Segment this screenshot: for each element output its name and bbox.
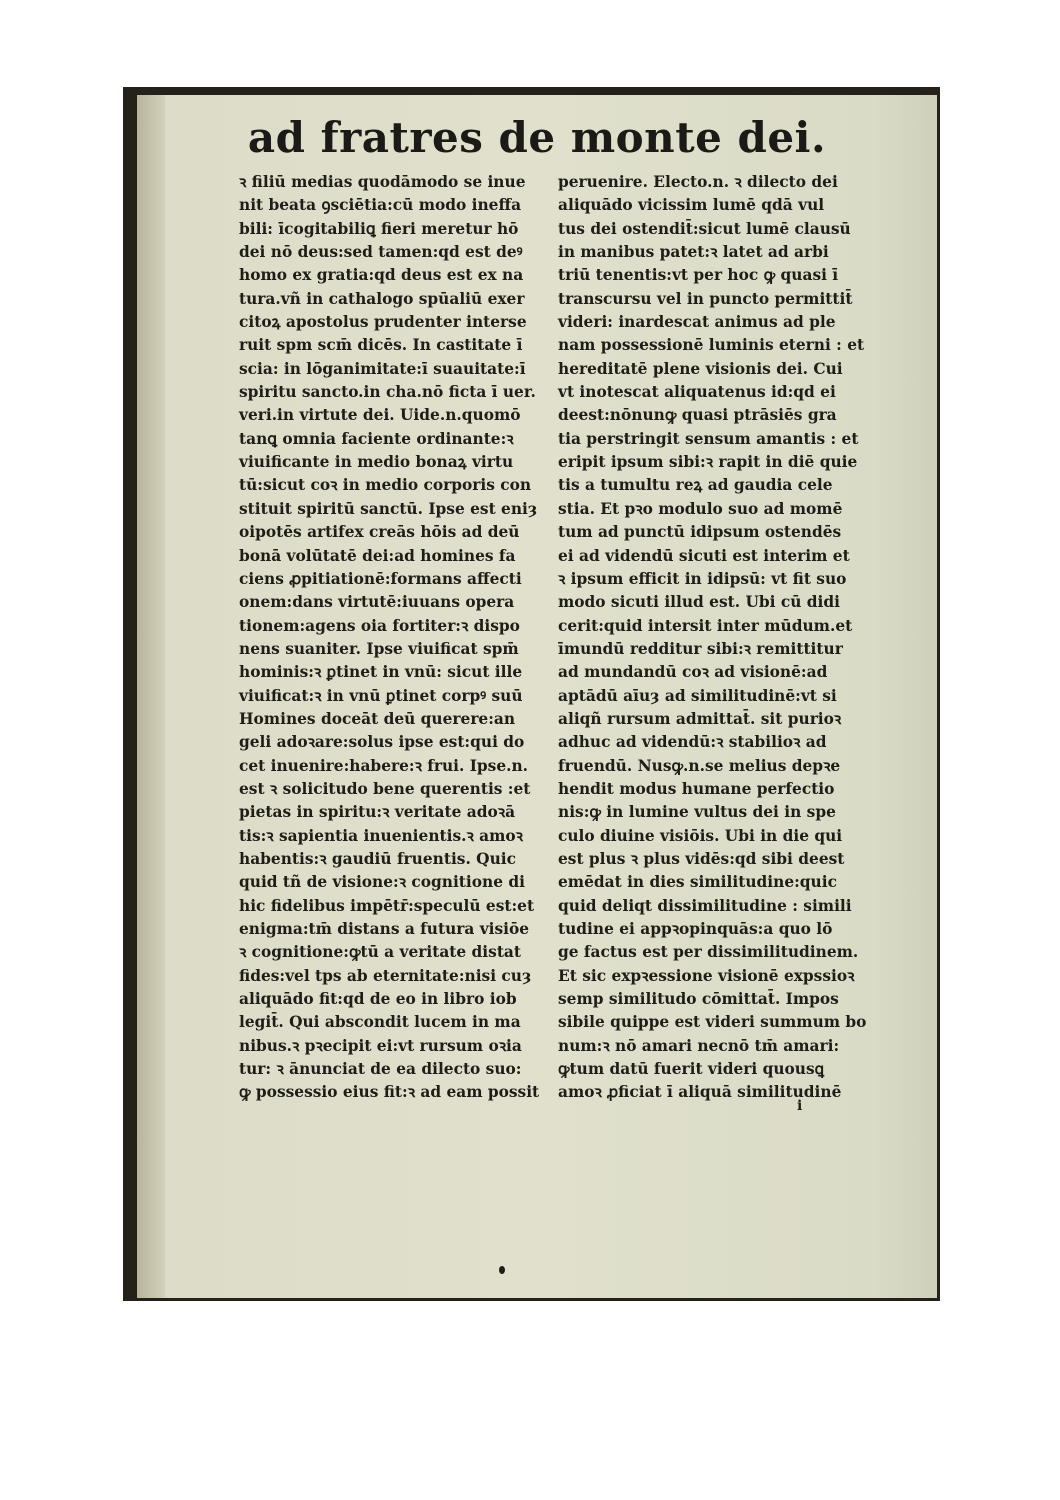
right-column-line: est plus ꝛ plus vidēs:qd sibi deest <box>558 849 845 868</box>
right-column-line: deest:nōnunꝙ quasi ptrāsiēs gra <box>558 406 837 425</box>
ink-dot <box>499 1266 505 1274</box>
left-column-line: tis:ꝛ sapientia inuenientis.ꝛ amoꝛ <box>239 826 523 845</box>
right-column-line: modo sicuti illud est. Ubi cū didi <box>558 593 840 612</box>
right-column-line: quid deliqt dissimilitudine : simili <box>558 896 852 915</box>
left-column-line: quid tñ de visione:ꝛ cognitione di <box>239 873 525 892</box>
right-column-line: hendit modus humane perfectio <box>558 779 835 798</box>
right-column-line: vt inotescat aliquatenus id:qd ei <box>558 383 836 402</box>
left-column-line: hic fidelibus impētr̄:speculū est:et <box>239 896 535 915</box>
right-column-line: hereditatē plene visionis dei. Cui <box>558 359 843 378</box>
left-column-line: fides:vel tps ab eternitate:nisi cuȝ <box>239 966 532 985</box>
right-column-line: in manibus patet:ꝛ latet ad arbi <box>558 243 829 262</box>
left-column-line: bili: īcogitabiliꝗ fieri meretur hō <box>239 219 519 238</box>
left-column-line: homo ex gratia:qd deus est ex na <box>239 266 524 285</box>
left-column-line: est ꝛ solicitudo bene querentis :et <box>239 779 531 798</box>
left-column-line: ꝛ cognitione:ꝙtū a veritate distat <box>239 943 522 962</box>
right-column-line: nam possessionē luminis eterni : et <box>558 336 865 355</box>
left-column-line: cet inuenire:habere:ꝛ frui. Ipse.n. <box>239 756 529 775</box>
running-header: ad fratres de monte dei. <box>247 113 827 162</box>
right-column-line: sibile quippe est videri summum bo <box>558 1013 867 1032</box>
right-column-line: aliqñ rursum admittat̄. sit purioꝛ <box>558 709 842 728</box>
right-column-line: ei ad videndū sicuti est interim et <box>558 546 850 565</box>
left-column-line: ruit spm scm̄ dicēs. In castitate ī <box>239 336 523 355</box>
left-column-line: stituit spiritū sanctū. Ipse est eniȝ <box>239 499 538 518</box>
left-column-line: habentis:ꝛ gaudiū fruentis. Quic <box>239 849 516 868</box>
left-column-line: hominis:ꝛ ꝑtinet in vnū: sicut ille <box>239 663 523 682</box>
right-column-line: triū tenentis:vt per hoc ꝙ quasi ī <box>558 266 839 285</box>
binding-gutter <box>137 95 165 1298</box>
right-column-line: aliquādo vicissim lumē qdā vul <box>558 196 825 215</box>
left-column-line: tionem:agens oia fortiter:ꝛ dispo <box>239 616 520 635</box>
right-column-line: peruenire. Electo.n. ꝛ dilecto dei <box>558 173 838 191</box>
right-column-line: stia. Et pꝛo modulo suo ad momē <box>558 499 843 518</box>
left-column-line: enigma:tm̄ distans a futura visiōe <box>239 920 530 938</box>
left-column-line: aliquādo fit:qd de eo in libro iob <box>239 990 517 1009</box>
right-column-line: num:ꝛ nō amari necnō tm̄ amari: <box>558 1036 840 1055</box>
left-column-line: legit̄. Qui abscondit lucem in ma <box>239 1013 521 1032</box>
left-column-line: spiritu sancto.in cha.nō ficta ī uer. <box>239 383 536 402</box>
right-column-line: adhuc ad videndū:ꝛ stabilioꝛ ad <box>558 733 827 752</box>
left-column-line: tū:sicut coꝛ in medio corporis con <box>239 476 532 495</box>
left-column-line: viuificat:ꝛ in vnū ꝑtinet corpꝰ suū <box>239 686 523 705</box>
left-text-column <box>239 171 539 1105</box>
left-column-line: nens suaniter. Ipse viuificat spm̄ <box>239 639 519 658</box>
left-column-line: scia: in lōganimitate:ī suauitate:ī <box>239 359 526 378</box>
right-column-line: emēdat in dies similitudine:quic <box>558 873 837 892</box>
right-column-line: aptādū aīuȝ ad similitudinē:vt si <box>558 686 837 705</box>
left-column-line: nit beata ꝯsciētia:cū modo ineffa <box>239 196 522 215</box>
right-column-line: ad mundandū coꝛ ad visionē:ad <box>558 663 828 682</box>
left-column-line: geli adoꝛare:solus ipse est:qui do <box>239 733 525 752</box>
left-column-line: nibus.ꝛ pꝛecipit ei:vt rursum oꝛia <box>239 1036 522 1055</box>
right-column-line: fruendū. Nusꝙ.n.se melius depꝛe <box>558 756 841 775</box>
left-column-line: veri.in virtute dei. Uide.n.quomō <box>239 406 521 425</box>
left-column-line: viuificante in medio bonaꝝ virtu <box>239 453 514 472</box>
paper-leaf <box>137 95 937 1298</box>
right-column-line: amoꝛ ꝓficiat ī aliquā similitudinē <box>558 1083 842 1102</box>
left-column-line: dei nō deus:sed tamen:qd est deꝰ <box>239 243 523 262</box>
right-column-line: tus dei ostendit̄:sicut lumē clausū <box>558 219 851 238</box>
right-text-column <box>558 171 876 1105</box>
scanned-page-frame <box>123 87 940 1301</box>
right-column-line: ꝛ ipsum efficit in idipsū: vt fit suo <box>558 569 847 588</box>
right-column-line: ge factus est per dissimilitudinem. <box>558 943 859 962</box>
left-column-line: tanꝗ omnia faciente ordinante:ꝛ <box>239 429 514 448</box>
right-column-line: ꝙtum datū fuerit videri quousꝗ <box>558 1060 825 1079</box>
right-column-line: transcursu vel in puncto permittit̄ <box>558 289 853 308</box>
left-column-line: citoꝝ apostolus prudenter interse <box>239 313 527 332</box>
left-column-line: ciens ꝓpitiationē:formans affecti <box>239 569 522 588</box>
right-column-line: tis a tumultu reꝝ ad gaudia cele <box>558 476 833 495</box>
left-column-line: tura.vñ in cathalogo spūaliū exer <box>239 289 525 308</box>
left-column-line: Homines doceāt deū querere:an <box>239 709 516 728</box>
right-column-line: videri: inardescat animus ad ple <box>558 313 836 332</box>
right-column-line: cerit:quid intersit inter mūdum.et <box>558 616 853 635</box>
left-column-line: oipotēs artifex creās hōis ad deū <box>239 523 520 542</box>
right-column-line: īmundū redditur sibi:ꝛ remittitur <box>558 639 843 658</box>
signature-mark: i <box>797 1098 803 1114</box>
left-column-line: onem:dans virtutē:iuuans opera <box>239 593 515 612</box>
left-column-line: tur: ꝛ ānunciat de ea dilecto suo: <box>239 1060 522 1079</box>
right-column-line: Et sic expꝛessione visionē expssioꝛ <box>558 966 855 985</box>
left-column-line: pietas in spiritu:ꝛ veritate adoꝛā <box>239 803 516 822</box>
right-column-line: nis:ꝙ in lumine vultus dei in spe <box>558 803 836 822</box>
right-column-line: eripit ipsum sibi:ꝛ rapit in diē quie <box>558 453 858 472</box>
right-column-line: tum ad punctū idipsum ostendēs <box>558 523 842 542</box>
right-column-line: semp similitudo cōmittat̄. Impos <box>558 990 839 1009</box>
left-column-line: bonā volūtatē dei:ad homines fa <box>239 546 516 565</box>
left-column-line: ꝙ possessio eius fit:ꝛ ad eam possit <box>239 1083 540 1102</box>
right-column-line: tia perstringit sensum amantis : et <box>558 429 859 448</box>
right-column-line: culo diuine visiōis. Ubi in die qui <box>558 826 843 845</box>
left-column-line: ꝛ filiū medias quodāmodo se inue <box>239 173 526 191</box>
right-column-line: tudine ei appꝛopinquās:a quo lō <box>558 920 833 938</box>
